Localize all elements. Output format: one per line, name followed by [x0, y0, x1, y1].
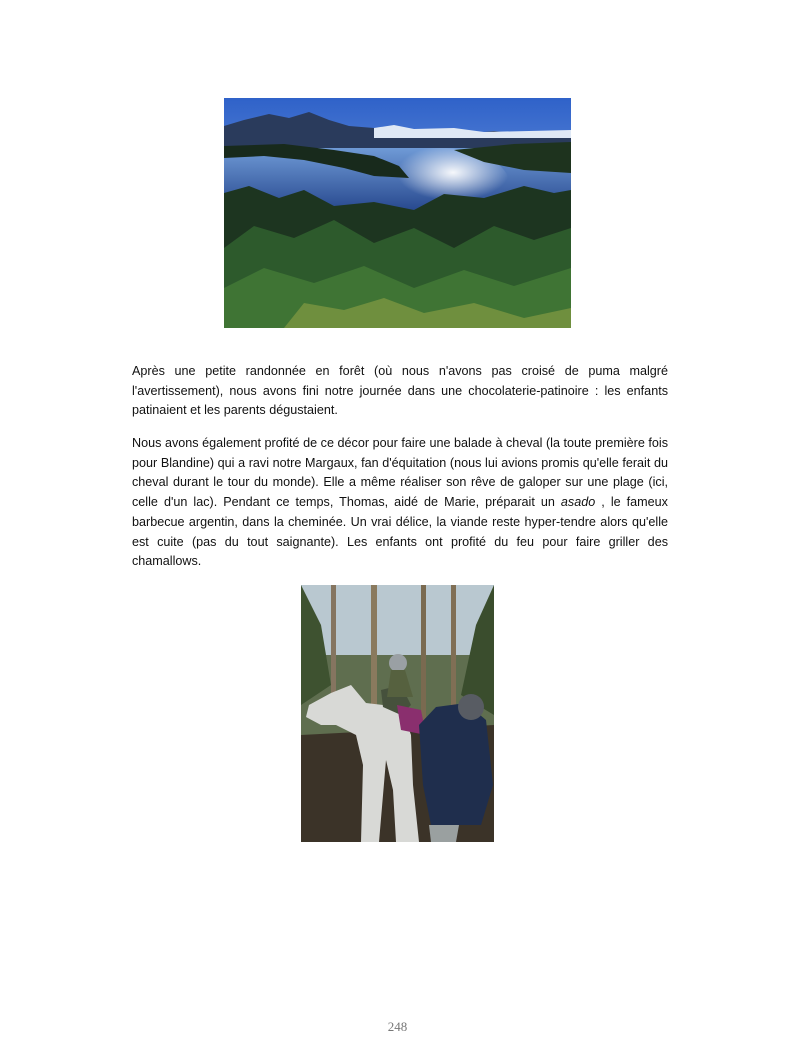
italic-term-asado: asado [560, 495, 596, 510]
paragraph-text-start: Nous avons également profité de ce décor pour faire une balade à cheval (la toute première fois pour Blandine) qui a ravi notre Margaux, fan d'équitation (nous lui avions promis qu'elle ferait du cheval durant le tour du monde). Elle a même réaliser son rêve de galoper sur une plage (ici, celle d'un lac). Pendant ce temps, Thomas, aidé de Marie, préparait un [132, 436, 668, 510]
horse-riding-photo [301, 585, 494, 842]
page-number: 248 [387, 1019, 408, 1034]
paragraph-forest-walk: Après une petite randonnée en forêt (où nous n'avons pas croisé de puma malgré l'avertissement), nous avons fini notre journée dans une chocolaterie-patinoire : les enfants patinaient et les parents dégustaient. [132, 364, 668, 418]
lake-landscape-image [224, 98, 571, 328]
paragraph-text-end: , le fameux barbecue argentin, dans la cheminée. Un vrai délice, la viande reste hyper-tendre alors qu'elle est cuite (pas du tout saignante). Les enfants ont profité du feu pour faire griller des chamallows. [132, 495, 668, 569]
lake-landscape-photo [224, 98, 571, 328]
paragraph-horse-ride [132, 434, 668, 572]
horse-riding-image [301, 585, 494, 842]
